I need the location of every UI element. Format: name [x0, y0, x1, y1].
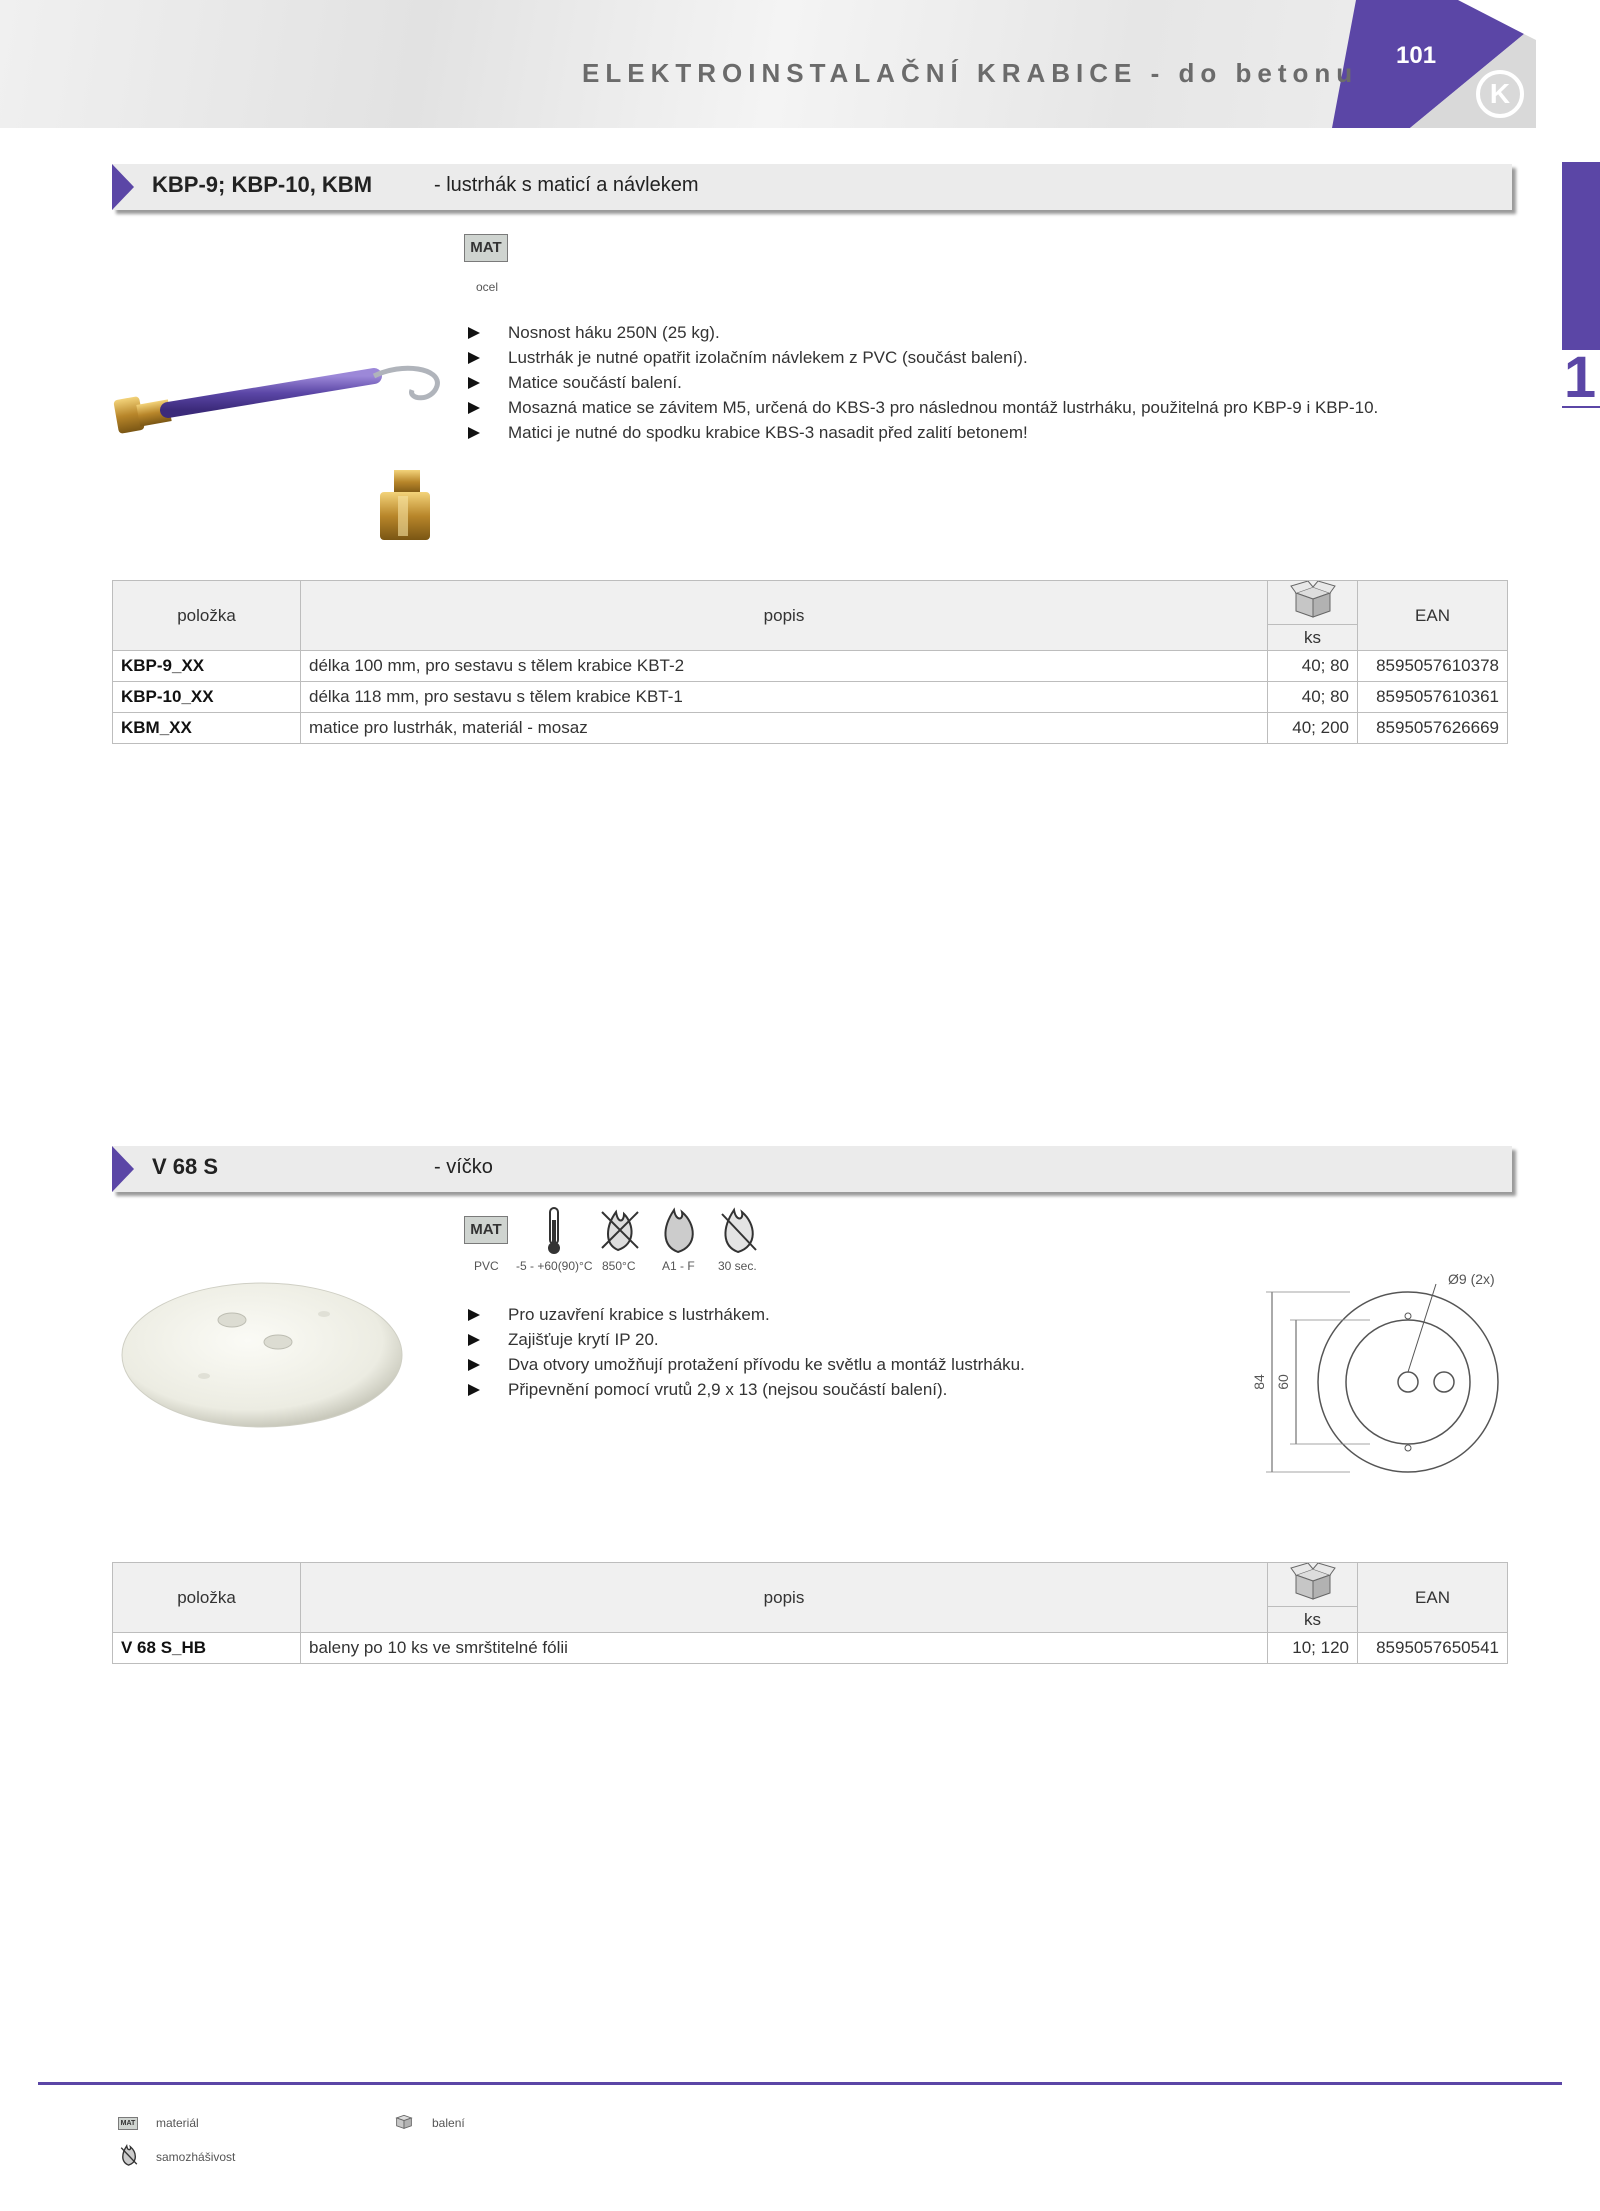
product-table-kbp [112, 580, 1508, 744]
legend-self-extinguishing-icon [120, 2144, 138, 2166]
table-row [113, 713, 1508, 744]
section-arrow-icon [112, 1146, 134, 1192]
list-item: Lustrhák je nutné opatřit izolačním návlekem z PVC (součást balení). [462, 345, 1378, 370]
brass-nut-image [376, 468, 436, 548]
cell-ean: 8595057610378 [1358, 651, 1508, 682]
table-header-row [113, 1563, 1508, 1607]
header-description: popis [301, 581, 1268, 651]
list-item: Připevnění pomocí vrutů 2,9 x 13 (nejsou součástí balení). [462, 1377, 1025, 1402]
cell-ean: 8595057610361 [1358, 682, 1508, 713]
property-icons [540, 1206, 770, 1256]
legend-self-extinguishing: samozhášivost [156, 2150, 236, 2164]
cell-ean: 8595057626669 [1358, 713, 1508, 744]
material-badge-icon: MAT [464, 1216, 508, 1244]
cell-desc: baleny po 10 ks ve smrštitelné fólii [301, 1633, 1268, 1664]
table-header-row [113, 581, 1508, 625]
chandelier-hook-image [112, 346, 452, 446]
material-label: ocel [476, 280, 499, 294]
table-row [113, 682, 1508, 713]
section-code: KBP-9; KBP-10, KBM [152, 172, 373, 197]
package-icon [1268, 1563, 1358, 1607]
list-item: Zajišťuje krytí IP 20. [462, 1327, 1025, 1352]
cell-ks: 40; 200 [1268, 713, 1358, 744]
chapter-number: 1 [1560, 350, 1600, 406]
cell-ean: 8595057650541 [1358, 1633, 1508, 1664]
package-icon [1268, 581, 1358, 625]
glow-wire-icon [602, 1212, 638, 1250]
section-description: - víčko [434, 1156, 493, 1178]
list-item: Nosnost háku 250N (25 kg). [462, 320, 1378, 345]
section-description: - lustrhák s maticí a návlekem [434, 174, 699, 196]
page-number: 101 [1396, 42, 1437, 69]
list-item: Pro uzavření krabice s lustrhákem. [462, 1302, 1025, 1327]
header-ean: EAN [1358, 581, 1508, 651]
cell-code: KBM_XX [113, 713, 301, 744]
lid-image [112, 1270, 412, 1440]
section-code: V 68 S [152, 1154, 219, 1179]
header-item: položka [113, 1563, 301, 1633]
cell-ks: 40; 80 [1268, 651, 1358, 682]
label-material: PVC [474, 1259, 499, 1273]
feature-list [462, 1302, 1025, 1402]
list-item: Dva otvory umožňují protažení přívodu ke světlu a montáž lustrháku. [462, 1352, 1025, 1377]
outer-dimension-label: 84 [1250, 1374, 1267, 1390]
section-arrow-icon [112, 164, 134, 210]
table-row [113, 1633, 1508, 1664]
feature-list [462, 320, 1378, 445]
header-title: ELEKTROINSTALAČNÍ KRABICE - do betonu [582, 58, 1359, 88]
cell-code: KBP-9_XX [113, 651, 301, 682]
footer-divider [38, 2082, 1562, 2085]
section-bar-v68s [112, 1146, 1512, 1192]
thermometer-icon [548, 1208, 560, 1254]
header-pack-unit: ks [1268, 1607, 1358, 1633]
legend-material-icon: MAT [118, 2117, 138, 2130]
table-row [113, 651, 1508, 682]
cell-desc: délka 100 mm, pro sestavu s tělem krabice KBT-2 [301, 651, 1268, 682]
flame-icon [665, 1210, 692, 1252]
self-extinguishing-icon [722, 1210, 756, 1252]
header-description: popis [301, 1563, 1268, 1633]
label-self-extinguish: 30 sec. [718, 1259, 757, 1273]
cell-ks: 40; 80 [1268, 682, 1358, 713]
page-header [0, 0, 1600, 128]
cell-ks: 10; 120 [1268, 1633, 1358, 1664]
cell-code: V 68 S_HB [113, 1633, 301, 1664]
product-table-v68s [112, 1562, 1508, 1664]
legend-package-icon [394, 2112, 414, 2130]
legend-packaging: balení [432, 2116, 465, 2130]
legend-material: materiál [156, 2116, 199, 2130]
header-ean: EAN [1358, 1563, 1508, 1633]
header-item: položka [113, 581, 301, 651]
list-item: Matice součástí balení. [462, 370, 1378, 395]
cell-code: KBP-10_XX [113, 682, 301, 713]
cell-desc: matice pro lustrhák, materiál - mosaz [301, 713, 1268, 744]
hole-dimension-label: Ø9 (2x) [1448, 1271, 1495, 1287]
list-item: Matici je nutné do spodku krabice KBS-3 nasadit před zalití betonem! [462, 420, 1378, 445]
label-temperature: -5 - +60(90)°C [516, 1259, 593, 1273]
brand-logo-icon: K [1476, 70, 1524, 118]
material-badge-icon: MAT [464, 234, 508, 262]
label-glow-wire: 850°C [602, 1259, 636, 1273]
label-flammability: A1 - F [662, 1259, 695, 1273]
inner-dimension-label: 60 [1274, 1374, 1291, 1390]
cell-desc: délka 118 mm, pro sestavu s tělem krabice KBT-1 [301, 682, 1268, 713]
list-item: Mosazná matice se závitem M5, určená do KBS-3 pro následnou montáž lustrháku, použitelná pro KBP-9 i KBP-10. [462, 395, 1378, 420]
header-pack-unit: ks [1268, 625, 1358, 651]
